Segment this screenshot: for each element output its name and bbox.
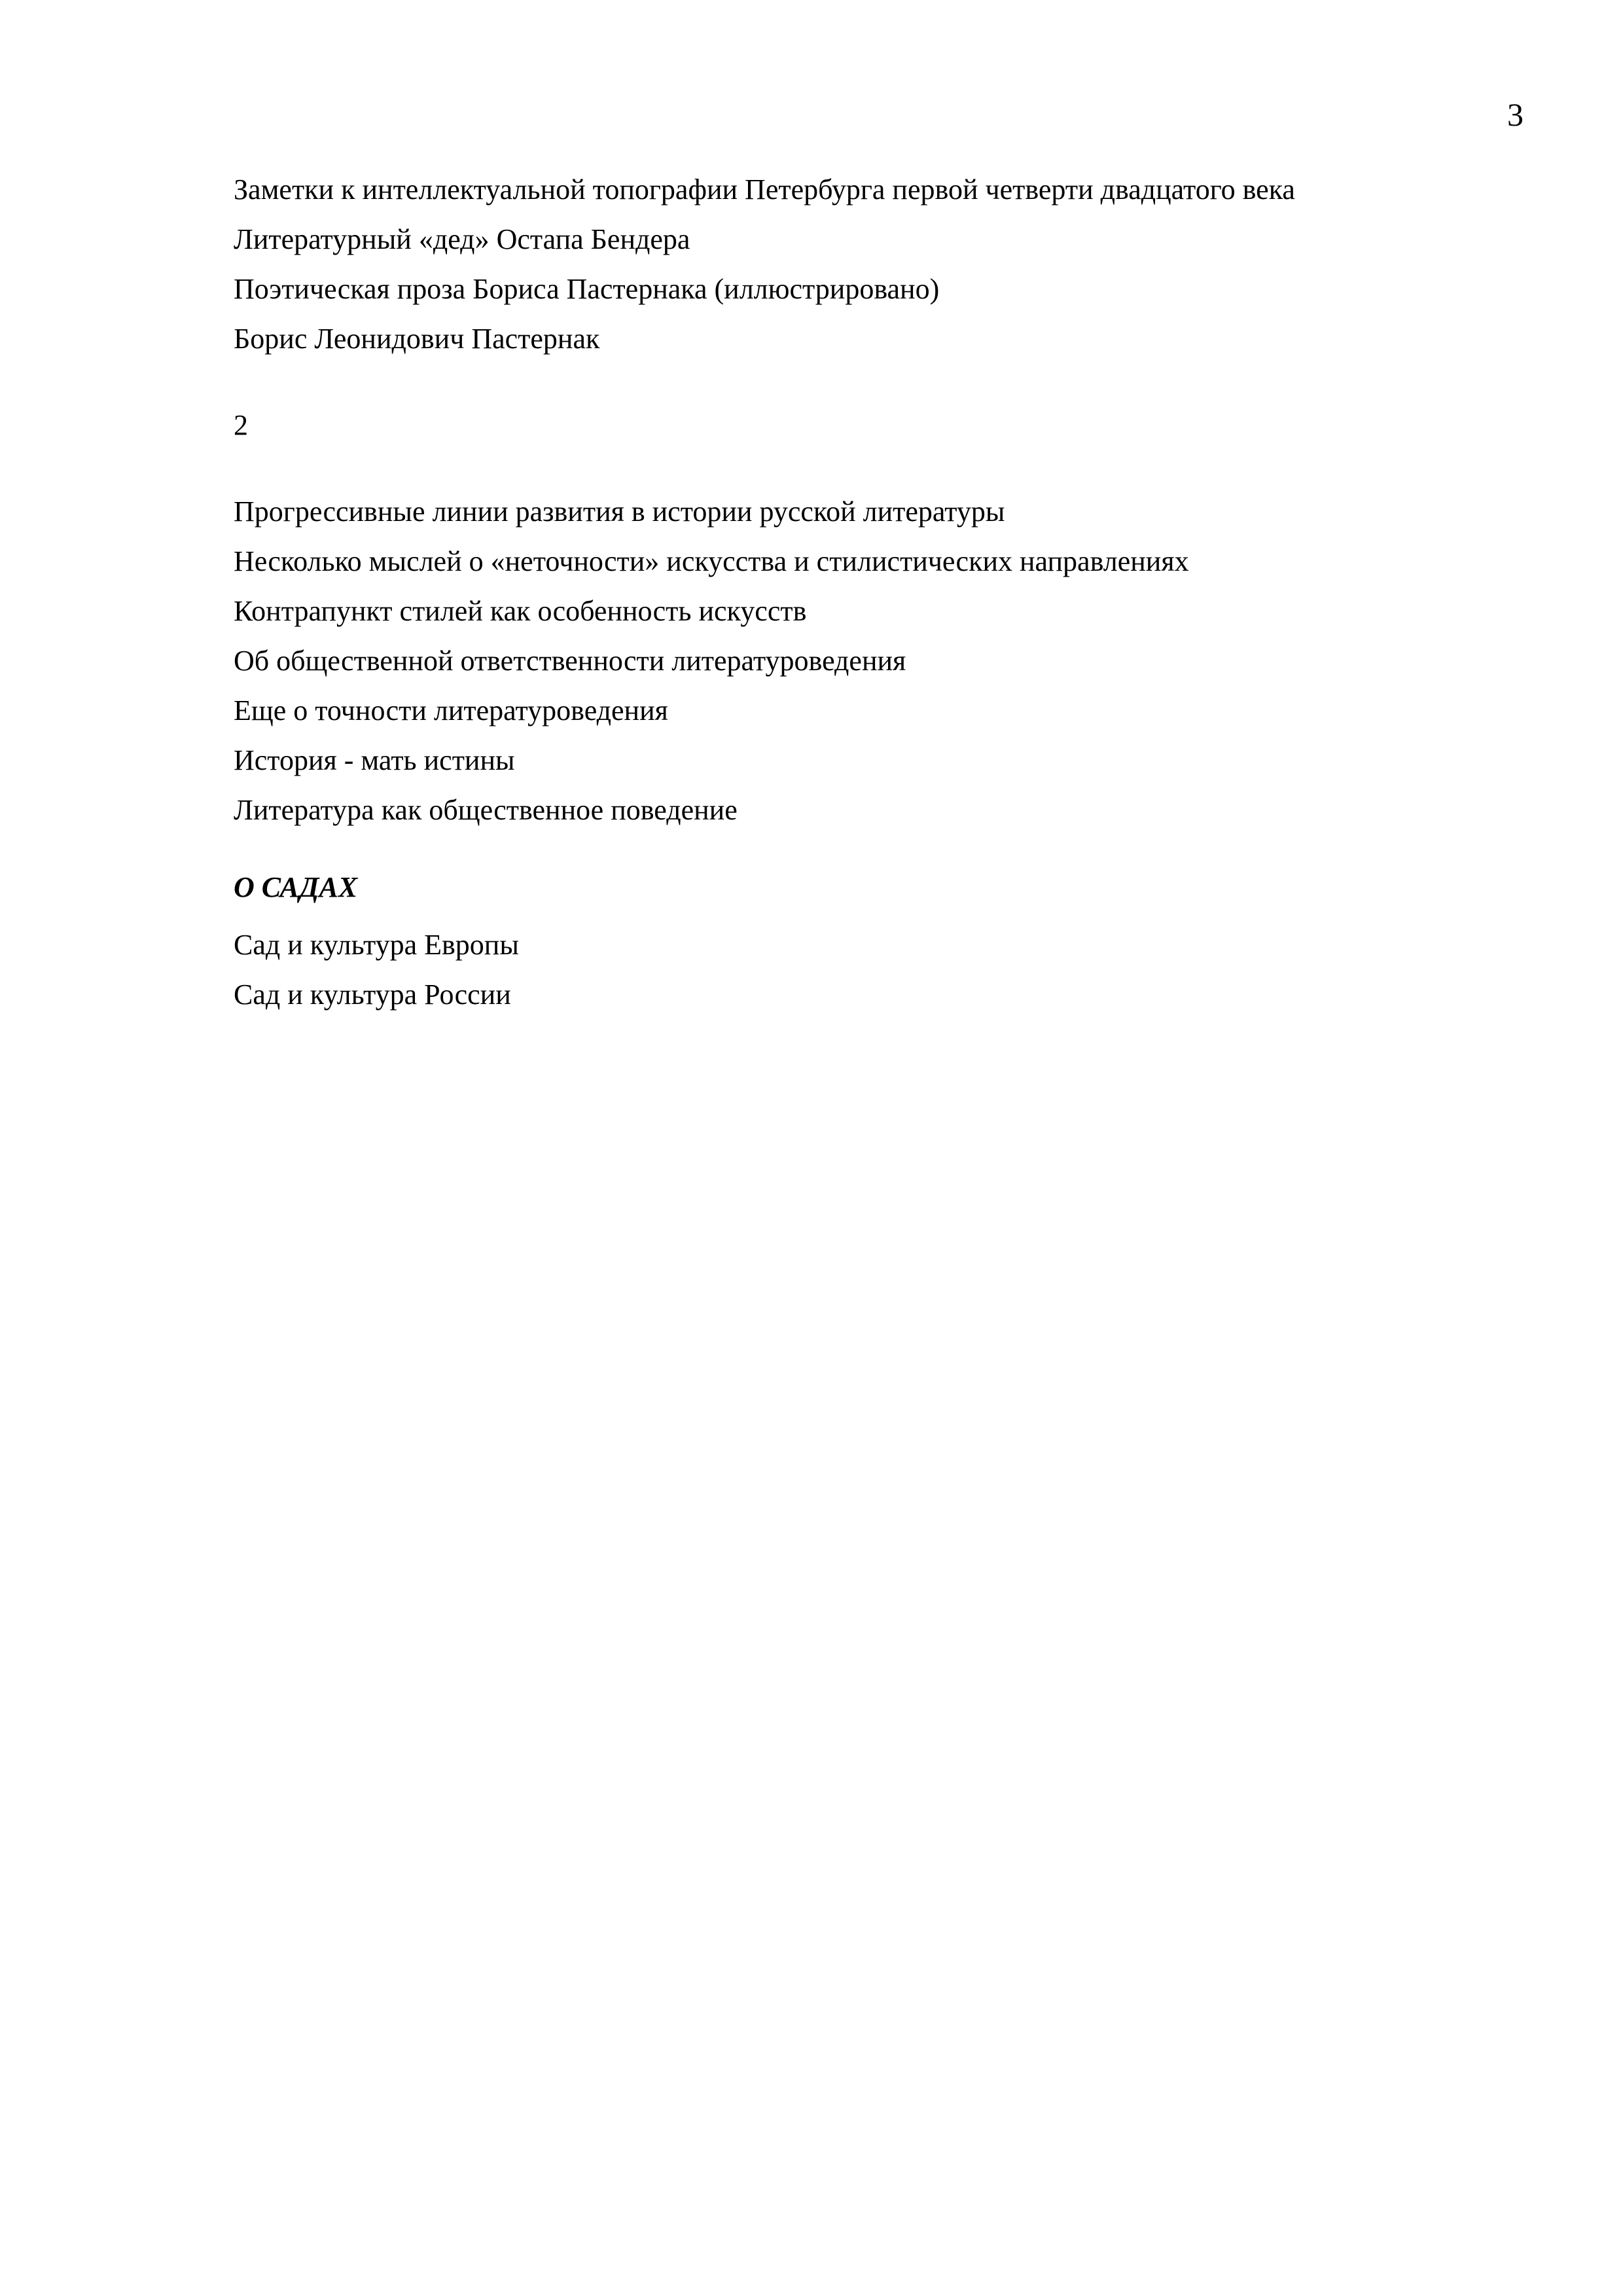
contents-item: Сад и культура Европы	[234, 929, 519, 961]
contents-item: Борис Леонидович Пастернак	[234, 323, 600, 355]
contents-item: Прогрессивные линии развития в истории русской литературы	[234, 495, 1005, 528]
page-number: 3	[1507, 96, 1524, 133]
contents-item: Сад и культура России	[234, 978, 511, 1011]
contents-item: Литературный «дед» Остапа Бендера	[234, 223, 690, 255]
contents-item: Еще о точности литературоведения	[234, 694, 668, 726]
contents-item: Литература как общественное поведение	[234, 794, 738, 826]
contents-item: Контрапункт стилей как особенность искусств	[234, 595, 807, 627]
contents-item: Заметки к интеллектуальной топографии Петербурга первой четверти двадцатого века	[234, 173, 1295, 206]
contents-item: Несколько мыслей о «неточности» искусства и стилистических направлениях	[234, 545, 1189, 577]
contents-list	[234, 165, 1543, 1020]
contents-item: Поэтическая проза Бориса Пастернака (иллюстрировано)	[234, 273, 940, 305]
section-number: 2	[234, 409, 248, 441]
section-heading: О САДАХ	[234, 871, 358, 903]
contents-item: История - мать истины	[234, 744, 515, 776]
contents-item: Об общественной ответственности литературоведения	[234, 645, 906, 677]
